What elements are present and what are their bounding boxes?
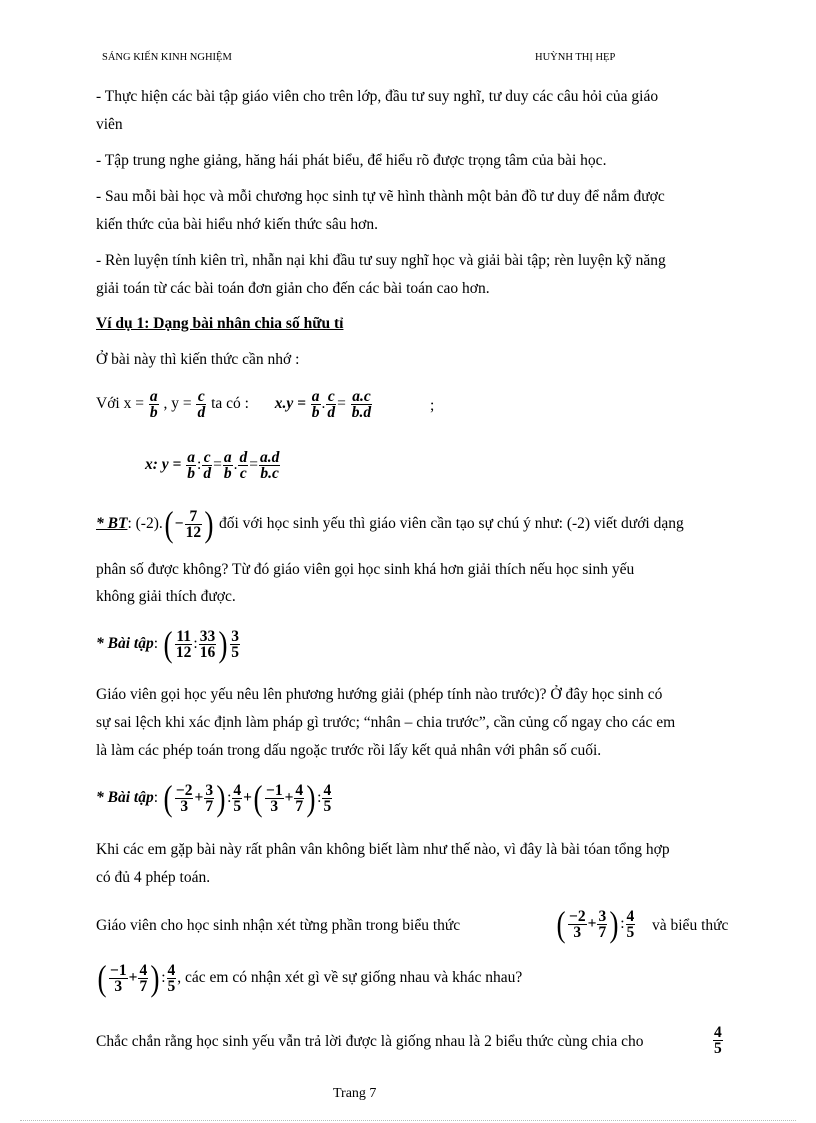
compare-line-3: Chắc chắn rằng học sinh yếu vẫn trả lời được là giống nhau là 2 biểu thức cùng chia cho [96,1033,644,1050]
bullet-line-5: kiến thức của bài hiểu nhớ kiến thức sâu hơn. [96,216,378,233]
bullet-line-2: viên [96,116,123,133]
bt-row: * BT: (-2).(− $\frac{7}{12}$ ) đối với học sinh yếu thì giáo viên cần tạo sự chú ý như: (-2) viết dưới dạng [96,504,684,545]
remember-text: Ở bài này thì kiến thức cần nhớ : [96,351,300,368]
ex2-line-2: có đủ 4 phép toán. [96,869,211,886]
compare-line-1: Giáo viên cho học sinh nhận xét từng phần trong biểu thức [96,917,461,934]
bullet-line-7: giải toán từ các bài toán đơn giản cho đến các bài toán cao hơn. [96,280,490,297]
bullet-line-4: - Sau mỗi bài học và mỗi chương học sinh tự vẽ hình thành một bản đồ tư duy để nắm được [96,188,665,205]
ex2-line-1: Khi các em gặp bài này rất phân vân không biết làm như thế nào, vì đây là bài tóan tổng hợp [96,841,670,858]
bullet-line-1: - Thực hiện các bài tập giáo viên cho trên lớp, đầu tư suy nghĩ, tư duy các câu hỏi của giáo [96,88,659,105]
formula-row-1: Với x = $\frac{a}{b}$ , y = $\frac{c}{d}$ ta có : x.y = $\frac{a}{b}$ . $\frac{c}{d}$ = $\frac{a.c}{b.d}$ [96,387,372,421]
formula-semicolon: ; [430,397,435,414]
ex1-line-1: Giáo viên gọi học yếu nêu lên phương hướng giải (phép tính nào trước)? Ở đây học sinh có [96,686,663,703]
compare-fraction: $\frac{4}{5}$ [714,1023,722,1057]
compare-line-1b: và biểu thức [652,917,729,934]
bullet-line-3: - Tập trung nghe giảng, hăng hái phát biểu, để hiểu rõ được trọng tâm của bài học. [96,152,607,169]
exercise-2: * Bài tập: ( $\frac{-2}{3}$ + $\frac{3}{7}$ ): $\frac{4}{5}$ +( $\frac{-1}{3}$ + $\frac{4}{7}$ ): $\frac{4}{5}$ [96,778,332,819]
bt-line-2: phân số được không? Từ đó giáo viên gọi học sinh khá hơn giải thích nếu học sinh yếu [96,561,635,578]
compare-expr-1: ( $\frac{-2}{3}$ + $\frac{3}{7}$ ): $\frac{4}{5}$ [556,904,635,945]
formula-row-2: x: y = $\frac{a}{b}$ : $\frac{c}{d}$ = $\frac{a}{b}$ . $\frac{d}{c}$ = $\frac{a.d}{b.c}$ [145,448,280,482]
compare-line-2: ( $\frac{-1}{3}$ + $\frac{4}{7}$ ): $\frac{4}{5}$ , các em có nhận xét gì về sự giống nhau và khác nhau? [97,958,523,999]
exercise-1: * Bài tập: ( $\frac{11}{12}$ : $\frac{33}{16}$ ) $\frac{3}{5}$ [96,624,239,665]
header-right: HUỲNH THỊ HẸP [535,52,616,63]
example-title: Ví dụ 1: Dạng bài nhân chia số hữu tỉ [96,315,344,332]
ex1-line-3: là làm các phép toán trong dấu ngoặc trước rồi lấy kết quả nhân với phân số cuối. [96,742,602,759]
ex1-line-2: sự sai lệch khi xác định làm pháp gì trước; “nhân – chia trước”, cần củng cố ngay cho các em [96,714,676,731]
header-left: SÁNG KIẾN KINH NGHIỆM [102,52,232,63]
bt-line-3: không giải thích được. [96,588,236,605]
page-number: Trang 7 [333,1086,377,1101]
bullet-line-6: - Rèn luyện tính kiên trì, nhẫn nại khi đầu tư suy nghĩ học và giải bài tập; rèn luyện kỹ năng [96,252,666,269]
footer-divider [20,1120,796,1121]
